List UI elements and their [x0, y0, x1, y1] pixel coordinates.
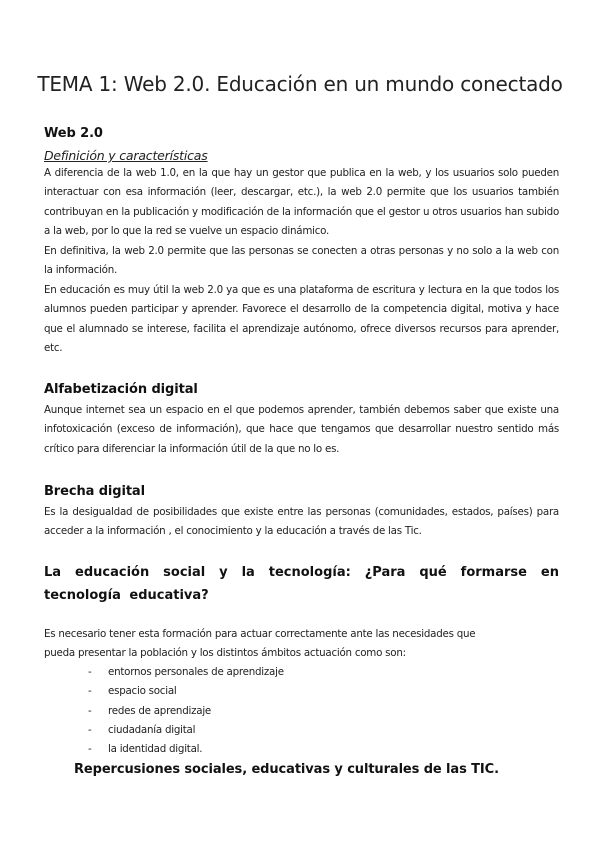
- intro-line-2: pueda presentar la población y los distintos ámbitos actuación como son:: [44, 647, 406, 660]
- heading-brecha: Brecha digital: [44, 484, 145, 499]
- heading-educacion-social: La educación social y la tecnología: ¿Para qué formarse en tecnología educativa?: [44, 565, 559, 603]
- ambitos-list: [88, 663, 284, 759]
- paragraph-web20-1: [44, 164, 559, 241]
- heading-alfabetizacion: Alfabetización digital: [44, 382, 198, 397]
- list-item: [88, 740, 284, 759]
- page-title: TEMA 1: Web 2.0. Educación en un mundo conectado: [37, 72, 563, 96]
- heading-repercusiones: Repercusiones sociales, educativas y culturales de las TIC.: [74, 762, 499, 777]
- intro-line-1: Es necesario tener esta formación para actuar correctamente ante las necesidades que: [44, 628, 476, 640]
- dash-bullet-icon: -: [88, 704, 92, 717]
- dash-bullet-icon: -: [88, 723, 92, 736]
- paragraph-text: En educación es muy útil la web 2.0 ya que es una plataforma de escritura y lectura en la que todos los alumnos pueden participar y aprender. Favorece el desarrollo de la competencia digital, motiva y hace que el alumnado se interese, facilita el aprendizaje autónomo, ofrece diversos recursos para aprender, etc.: [44, 284, 559, 354]
- list-item: [88, 663, 284, 682]
- list-item-text: la identidad digital.: [108, 743, 203, 756]
- dash-bullet-icon: -: [88, 666, 92, 678]
- list-item: [88, 721, 284, 740]
- subheading-definicion: Definición y características: [44, 148, 208, 163]
- paragraph-web20-3: [44, 281, 559, 358]
- paragraph-text: Es la desigualdad de posibilidades que existe entre las personas (comunidades, estados, países) para acceder a la información , el conocimiento y la educación a través de las Tic.: [44, 506, 559, 538]
- dash-bullet-icon: -: [88, 685, 92, 698]
- paragraph-web20-2: [44, 242, 559, 281]
- paragraph-alfabetizacion: [44, 401, 559, 459]
- list-item-text: redes de aprendizaje: [108, 704, 212, 717]
- list-item-text: entornos personales de aprendizaje: [108, 666, 284, 678]
- heading-web20: Web 2.0: [44, 126, 103, 141]
- paragraph-brecha: [44, 503, 559, 542]
- list-item-text: ciudadanía digital: [108, 723, 196, 736]
- paragraph-text: Aunque internet sea un espacio en el que podemos aprender, también debemos saber que existe una infotoxicación (exceso de información), que hace que tengamos que desarrollar nuestro sentido más crítico para diferenciar la información útil de la que no lo es.: [44, 404, 559, 455]
- paragraph-text: A diferencia de la web 1.0, en la que hay un gestor que publica en la web, y los usuarios solo pueden interactuar con esa información (leer, descargar, etc.), la web 2.0 permite que los usuarios también contribuyan en la publicación y modificación de la información que el gestor u otros usuarios han subido a la web, por lo que la red se vuelve un espacio dinámico.: [44, 167, 559, 237]
- list-item-text: espacio social: [108, 685, 177, 698]
- dash-bullet-icon: -: [88, 743, 92, 756]
- paragraph-educacion-social: [44, 625, 559, 664]
- paragraph-text: En definitiva, la web 2.0 permite que las personas se conecten a otras personas y no solo a la web con la información.: [44, 245, 559, 277]
- list-item: [88, 682, 284, 701]
- list-item: [88, 702, 284, 721]
